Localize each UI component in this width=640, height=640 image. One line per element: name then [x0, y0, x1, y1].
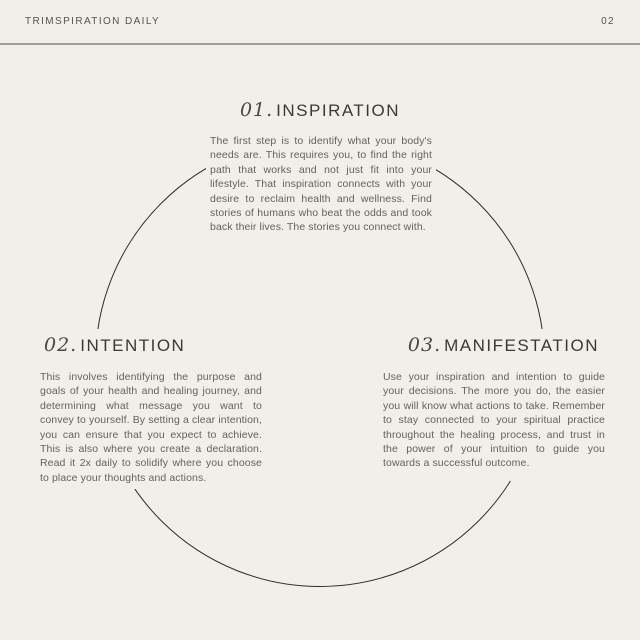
- section-title-intention: INTENTION: [80, 336, 186, 355]
- header-divider: [0, 43, 640, 45]
- section-body-intention: This involves identifying the purpose and goals of your health and healing journey, and determining what message you want to convey to yourself. By setting a clear intention, you can ensure that you expect to achieve. This is also where you create a declaration. Read it 2x daily to solidify where you choose to place your thoughts and actions.: [40, 371, 262, 484]
- section-title-manifestation: MANIFESTATION: [444, 336, 599, 355]
- section-body-inspiration: The first step is to identify what your body's needs are. This requires you, to find the right path that works and not just fit into your lifestyle. That inspiration connects with your desire to reclaim health and wellness. Find stories of humans who beat the odds and took back their lives. The stories you connect with.: [206, 131, 436, 239]
- page-header: [0, 0, 640, 42]
- section-intention: [36, 329, 266, 489]
- brand-title: TRIMSPIRATION DAILY: [25, 15, 161, 27]
- section-heading-inspiration: [0, 98, 640, 123]
- section-heading-intention: [44, 333, 262, 358]
- section-number-manifestation: 03.: [407, 334, 442, 356]
- section-manifestation: [379, 329, 609, 481]
- section-number-intention: 02.: [44, 334, 78, 356]
- section-number-inspiration: 01.: [239, 99, 274, 121]
- section-title-inspiration: INSPIRATION: [276, 101, 401, 120]
- section-heading-manifestation: [383, 333, 599, 358]
- section-body-manifestation: Use your inspiration and intention to guide your decisions. The more you do, the easier you will know what actions to take. Remember to stay connected to your spiritual practice throughout the healing process, and trust in the power of your intuition to guide you towards a successful outcome.: [383, 371, 605, 470]
- page-number: 02: [601, 15, 615, 27]
